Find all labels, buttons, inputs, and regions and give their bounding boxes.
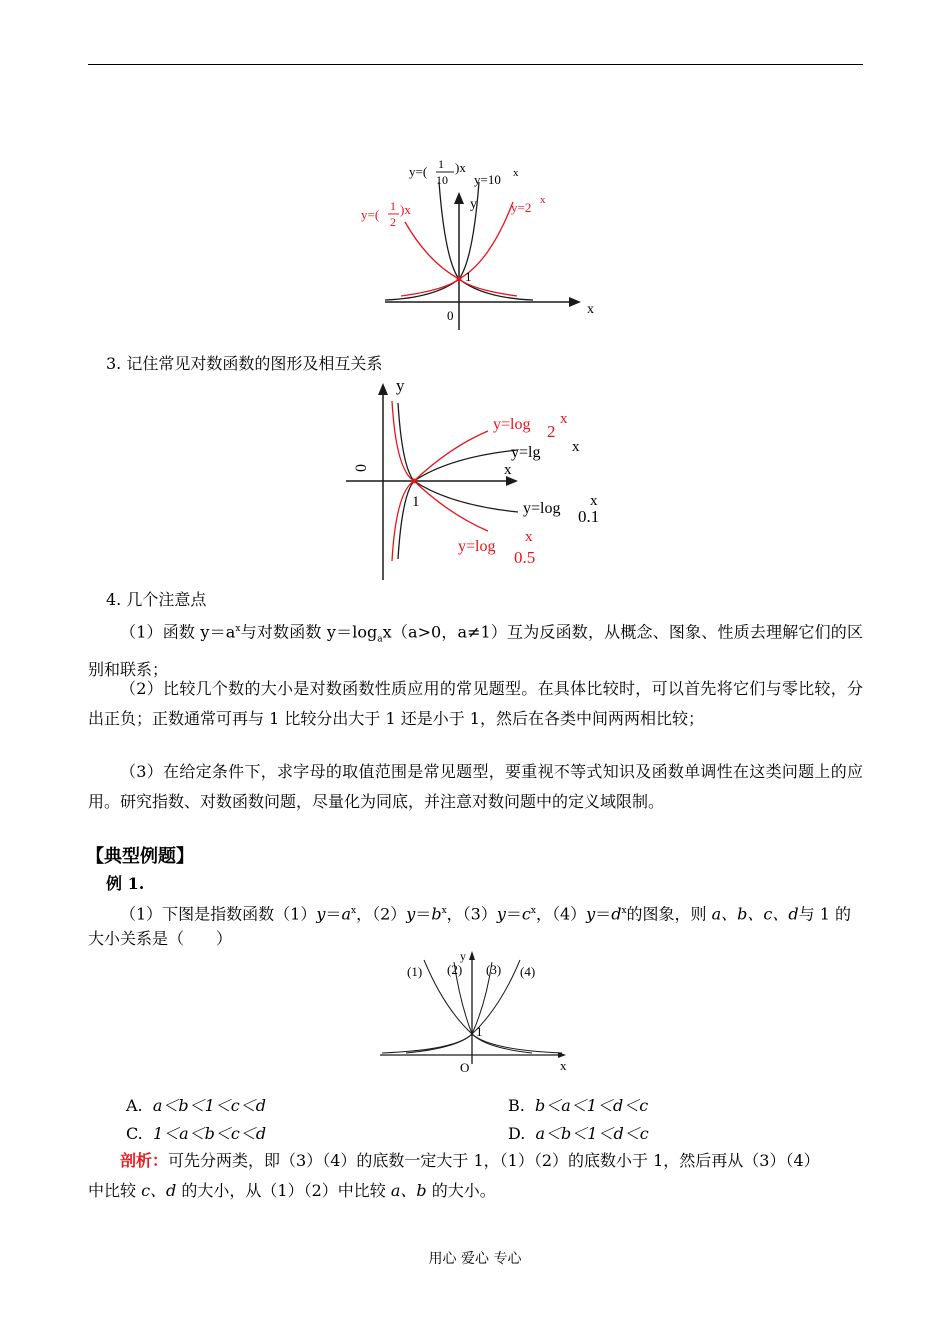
section-4-title: 4. 几个注意点 <box>106 590 207 609</box>
origin-label: 0 <box>353 464 370 472</box>
point-one-label: 1 <box>476 1024 483 1039</box>
note-paragraph-2: （2）比较几个数的大小是对数函数性质应用的常见题型。在具体比较时，可以首先将它们与零比较，分出正负；正数通常可再与 1 比较分出大于 1 还是小于 1，然后在各类中间两两相比较； <box>88 679 863 728</box>
label-log05-base: 0.5 <box>514 548 536 567</box>
label-log2-x: x <box>560 411 568 427</box>
x-axis-label: x <box>560 1058 567 1073</box>
curve-1-label: (1) <box>407 964 423 979</box>
example-graph <box>376 948 576 1078</box>
point-one-label: 1 <box>412 494 420 510</box>
curve-2 <box>454 962 562 1053</box>
label-tenth-prefix: y=( <box>409 164 428 179</box>
header-rule <box>88 64 863 65</box>
option-d[interactable]: D. a＜b＜1＜d＜c <box>508 1124 649 1143</box>
point-one-label: 1 <box>465 269 472 284</box>
intersection-point <box>412 479 417 484</box>
example-1-title: 例 1. <box>106 874 145 893</box>
origin-label: 0 <box>447 308 454 323</box>
option-a[interactable]: A. a＜b＜1＜c＜d <box>126 1096 266 1115</box>
label-half-exp: )x <box>400 202 411 217</box>
y-axis-label: y <box>460 949 466 963</box>
analysis-line-1: 剖析：可先分两类，即（3）（4）的底数一定大于 1，（1）（2）的底数小于 1，然后再从（3）（4） <box>120 1151 820 1170</box>
label-log2: y=log <box>493 416 531 433</box>
label-half-num: 1 <box>390 199 396 213</box>
option-c[interactable]: C. 1＜a＜b＜c＜d <box>126 1124 267 1143</box>
section-heading: 【典型例题】 <box>86 846 194 867</box>
label-tenth-den: 10 <box>436 173 448 187</box>
label-half-den: 2 <box>390 215 396 229</box>
x-axis-arrow <box>569 297 581 307</box>
label-log01-base: 0.1 <box>578 507 600 526</box>
x-axis-label: x <box>504 462 512 478</box>
label-lg: y=lg <box>511 444 541 461</box>
label-two: y=2 <box>511 200 532 215</box>
label-log2-base: 2 <box>547 422 556 441</box>
y-axis-arrow <box>454 192 464 204</box>
label-log01-x: x <box>590 493 598 509</box>
label-tenth-exp: )x <box>455 160 466 175</box>
label-lg-x: x <box>572 439 580 455</box>
example-1-question: （1）下图是指数函数$(1)y=a^x$，$(2)y=b^x$，$(3)y=c^x$，$(4)y=d^x$的图象，则 a、b、c、d与 1 的 <box>120 904 851 924</box>
x-axis-label: x <box>587 302 594 317</box>
curve-y-lg-x <box>398 403 518 481</box>
note-paragraph-3: （3）在给定条件下，求字母的取值范围是常见题型，要重视不等式知识及函数单调性在这类问题上的应用。研究指数、对数函数问题，尽量化为同底，并注意对数问题中的定义域限制。 <box>88 762 863 811</box>
section-3-title: 3. 记住常见对数函数的图形及相互关系 <box>106 354 383 373</box>
label-half-prefix: y=( <box>361 207 380 222</box>
curve-4-label: (4) <box>520 964 536 979</box>
curve-y-half-x <box>405 222 517 296</box>
y-axis-arrow <box>469 951 475 960</box>
label-log01: y=log <box>523 500 561 517</box>
y-axis-label: y <box>470 197 477 212</box>
y-axis-arrow <box>378 383 388 395</box>
logarithm-graph <box>340 375 620 585</box>
label-log05: y=log <box>458 538 496 555</box>
example-1-question-line-2: 大小关系是（ ） <box>88 929 233 948</box>
curve-y-2x <box>401 202 513 296</box>
page-footer: 用心 爱心 专心 <box>428 1251 522 1267</box>
note-paragraph-1: （1）函数 $y=a^x$与对数函数 $y=\log_ax(a>0$，a≠1）互为反函数，从概念、图象、性质去理解它们的区别和联系； <box>88 622 863 679</box>
label-ten-exp: x <box>513 167 519 179</box>
curve-y-log2-x <box>392 401 488 481</box>
analysis-label: 剖析： <box>120 1151 169 1170</box>
origin-label: O <box>460 1060 470 1075</box>
curve-2-label: (2) <box>447 962 463 977</box>
label-ten: y=10 <box>474 172 501 187</box>
analysis-line-2: 中比较 c、d 的大小，从（1）（2）中比较 a、b 的大小。 <box>88 1181 496 1200</box>
exponential-graph <box>355 140 605 345</box>
curve-3 <box>382 962 492 1053</box>
label-log05-x: x <box>525 529 533 545</box>
y-axis-label: y <box>396 376 405 395</box>
intersection-point <box>457 277 462 282</box>
curve-3-label: (3) <box>486 962 502 977</box>
label-tenth-num: 1 <box>438 157 444 171</box>
option-b[interactable]: B. b＜a＜1＜d＜c <box>508 1096 649 1115</box>
curve-1 <box>424 960 532 1053</box>
label-two-exp: x <box>540 194 546 206</box>
